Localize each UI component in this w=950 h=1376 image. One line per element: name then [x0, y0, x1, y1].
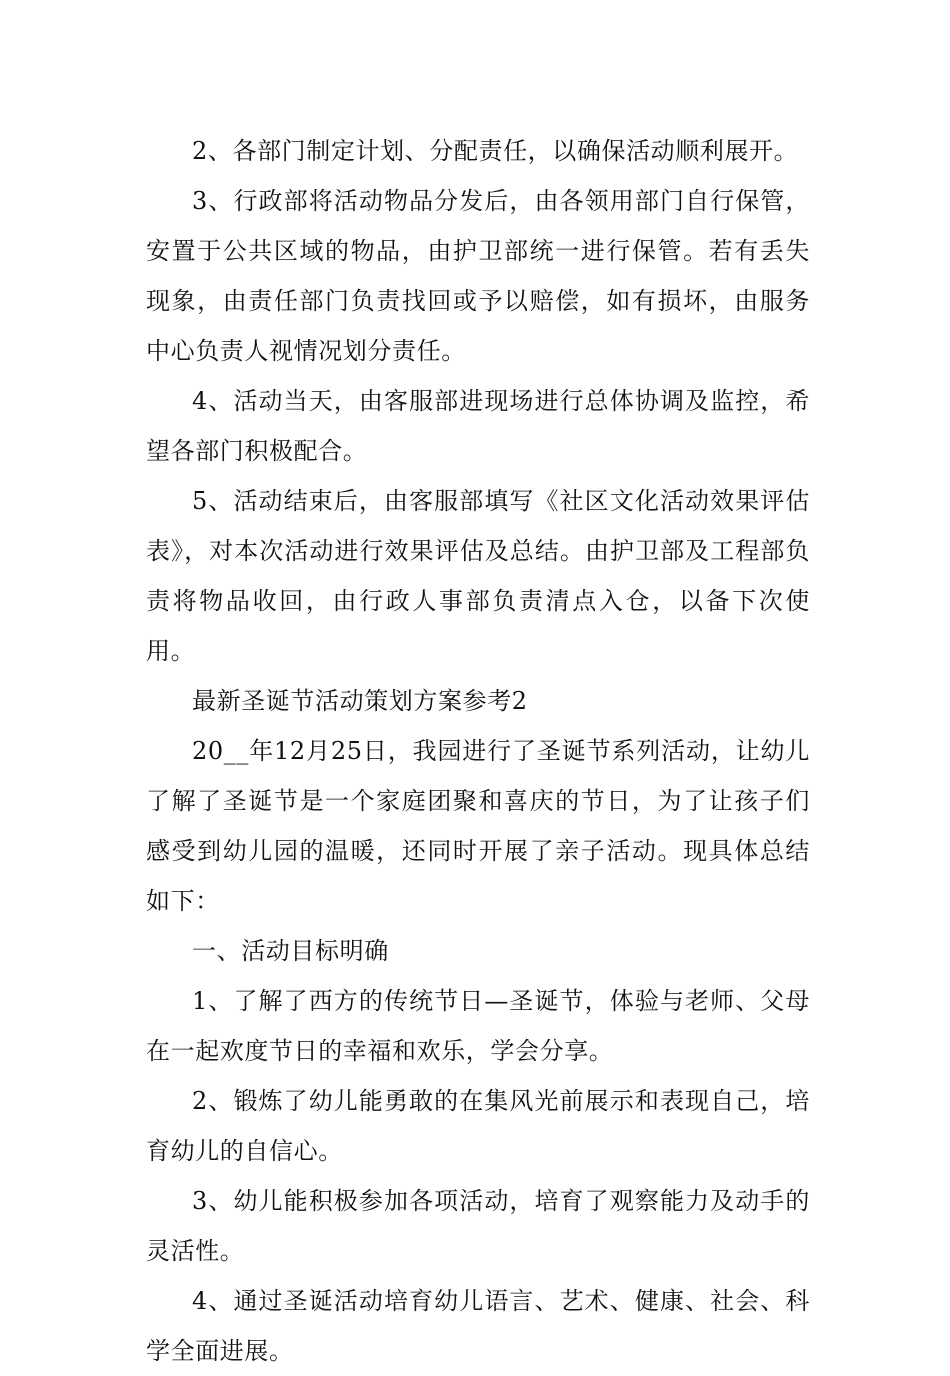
section-heading: 最新圣诞节活动策划方案参考2: [192, 687, 528, 715]
goal-item-2: 2、锻炼了幼儿能勇敢的在集风光前展示和表现自己，培育幼儿的自信心。: [146, 1087, 810, 1165]
paragraph-step-2: 2、各部门制定计划、分配责任，以确保活动顺利展开。: [192, 137, 799, 165]
paragraph-step-5: 5、活动结束后，由客服部填写《社区文化活动效果评估表》，对本次活动进行效果评估及总结。由护卫部及工程部负责将物品收回，由行政人事部负责清点入仓，以备下次使用。: [146, 487, 810, 665]
goal-item-4: 4、通过圣诞活动培育幼儿语言、艺术、健康、社会、科学全面进展。: [146, 1287, 810, 1365]
subsection-heading: 一、活动目标明确: [192, 937, 389, 965]
paragraph-step-3: 3、行政部将活动物品分发后，由各领用部门自行保管，安置于公共区域的物品，由护卫部统一进行保管。若有丢失现象，由责任部门负责找回或予以赔偿，如有损坏，由服务中心负责人视情况划分责任。: [146, 187, 810, 365]
goal-item-3: 3、幼儿能积极参加各项活动，培育了观察能力及动手的灵活性。: [146, 1187, 810, 1265]
goal-item-1: 1、了解了西方的传统节日—圣诞节，体验与老师、父母在一起欢度节日的幸福和欢乐，学会分享。: [146, 987, 810, 1065]
document-body: [146, 126, 810, 1376]
paragraph-step-4: 4、活动当天，由客服部进现场进行总体协调及监控，希望各部门积极配合。: [146, 387, 810, 465]
paragraph-intro: 20__年12月25日，我园进行了圣诞节系列活动，让幼儿了解了圣诞节是一个家庭团聚和喜庆的节日，为了让孩子们感受到幼儿园的温暖，还同时开展了亲子活动。现具体总结如下：: [146, 737, 810, 915]
